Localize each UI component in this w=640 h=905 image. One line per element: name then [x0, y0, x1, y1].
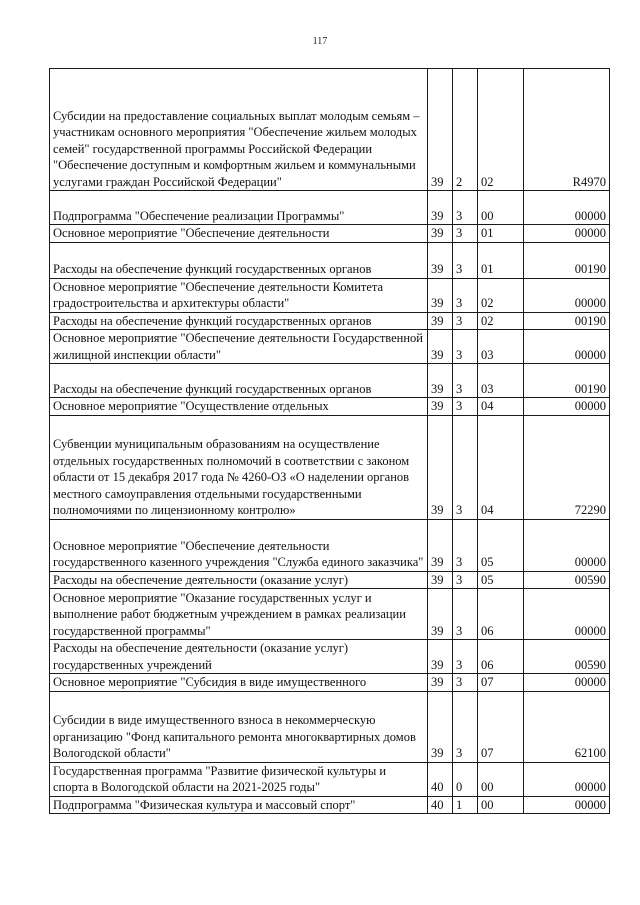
code-a: 39	[428, 330, 453, 364]
code-a: 39	[428, 640, 453, 674]
target-code: 00000	[524, 225, 610, 243]
target-code: 72290	[524, 415, 610, 519]
code-a: 39	[428, 674, 453, 692]
target-code: 00590	[524, 640, 610, 674]
code-c: 00	[478, 796, 524, 814]
row-name: Субсидии в виде имущественного взноса в некоммерческую организацию "Фонд капитального ремонта многоквартирных домов Вологодской области"	[50, 691, 428, 762]
code-a: 39	[428, 589, 453, 640]
table-row	[50, 640, 610, 674]
code-c: 02	[478, 312, 524, 330]
code-b: 3	[453, 225, 478, 243]
code-a: 39	[428, 691, 453, 762]
code-c: 07	[478, 691, 524, 762]
target-code: 00000	[524, 796, 610, 814]
code-a: 39	[428, 312, 453, 330]
code-c: 06	[478, 640, 524, 674]
code-a: 39	[428, 69, 453, 191]
table-row	[50, 796, 610, 814]
table-row	[50, 691, 610, 762]
table-row	[50, 364, 610, 398]
target-code: 00000	[524, 330, 610, 364]
budget-table	[49, 68, 610, 814]
code-a: 39	[428, 191, 453, 225]
target-code: 00190	[524, 312, 610, 330]
target-code: 00000	[524, 191, 610, 225]
code-a: 40	[428, 762, 453, 796]
target-code: 62100	[524, 691, 610, 762]
code-c: 03	[478, 364, 524, 398]
row-name: Основное мероприятие "Обеспечение деятельности	[50, 225, 428, 243]
code-a: 39	[428, 519, 453, 571]
row-name: Расходы на обеспечение функций государственных органов	[50, 242, 428, 278]
code-c: 03	[478, 330, 524, 364]
code-b: 3	[453, 415, 478, 519]
code-b: 3	[453, 364, 478, 398]
code-b: 3	[453, 312, 478, 330]
code-b: 0	[453, 762, 478, 796]
row-name: Основное мероприятие "Обеспечение деятельности государственного казенного учреждения "Служба единого заказчика"	[50, 519, 428, 571]
table-row	[50, 191, 610, 225]
code-a: 39	[428, 364, 453, 398]
table-row	[50, 589, 610, 640]
code-b: 3	[453, 691, 478, 762]
table-row	[50, 674, 610, 692]
code-a: 39	[428, 398, 453, 416]
table-row	[50, 225, 610, 243]
code-b: 3	[453, 674, 478, 692]
row-name: Основное мероприятие "Оказание государственных услуг и выполнение работ бюджетным учреждением в рамках реализации государственной программы"	[50, 589, 428, 640]
code-b: 3	[453, 398, 478, 416]
code-c: 05	[478, 519, 524, 571]
code-c: 02	[478, 278, 524, 312]
target-code: 00000	[524, 762, 610, 796]
row-name: Основное мероприятие "Субсидия в виде имущественного	[50, 674, 428, 692]
code-c: 00	[478, 191, 524, 225]
row-name: Основное мероприятие "Осуществление отдельных	[50, 398, 428, 416]
table-row	[50, 398, 610, 416]
table-row	[50, 242, 610, 278]
table-row	[50, 330, 610, 364]
target-code: 00190	[524, 242, 610, 278]
target-code: 00000	[524, 674, 610, 692]
code-b: 3	[453, 519, 478, 571]
row-name: Субсидии на предоставление социальных выплат молодым семьям – участникам основного мероприятия "Обеспечение жильем молодых семей" государственной программы Российской Федерации "Обеспечение доступным и комфортным жильем и коммунальными услугами граждан Российской Федерации"	[50, 69, 428, 191]
code-c: 05	[478, 571, 524, 589]
code-c: 07	[478, 674, 524, 692]
row-name: Подпрограмма "Обеспечение реализации Программы"	[50, 191, 428, 225]
code-b: 2	[453, 69, 478, 191]
row-name: Расходы на обеспечение функций государственных органов	[50, 312, 428, 330]
row-name: Расходы на обеспечение деятельности (оказание услуг)	[50, 571, 428, 589]
table-row	[50, 762, 610, 796]
row-name: Подпрограмма "Физическая культура и массовый спорт"	[50, 796, 428, 814]
table-row	[50, 278, 610, 312]
table-row	[50, 69, 610, 191]
target-code: 00000	[524, 278, 610, 312]
row-name: Субвенции муниципальным образованиям на осуществление отдельных государственных полномочий в соответствии с законом области от 15 декабря 2017 года № 4260-ОЗ «О наделении органов местного самоуправления отдельными государственными полномочиями по лицензионному контролю»	[50, 415, 428, 519]
code-c: 04	[478, 398, 524, 416]
row-name: Основное мероприятие "Обеспечение деятельности Государственной жилищной инспекции области"	[50, 330, 428, 364]
target-code: 00190	[524, 364, 610, 398]
code-c: 04	[478, 415, 524, 519]
row-name: Расходы на обеспечение деятельности (оказание услуг) государственных учреждений	[50, 640, 428, 674]
target-code: R4970	[524, 69, 610, 191]
target-code: 00000	[524, 519, 610, 571]
code-b: 1	[453, 796, 478, 814]
code-b: 3	[453, 571, 478, 589]
target-code: 00590	[524, 571, 610, 589]
table-row	[50, 312, 610, 330]
code-a: 39	[428, 242, 453, 278]
target-code: 00000	[524, 398, 610, 416]
code-b: 3	[453, 278, 478, 312]
code-c: 02	[478, 69, 524, 191]
table-row	[50, 519, 610, 571]
table-row	[50, 415, 610, 519]
page-number: 117	[312, 36, 328, 47]
row-name: Расходы на обеспечение функций государственных органов	[50, 364, 428, 398]
code-b: 3	[453, 242, 478, 278]
code-b: 3	[453, 191, 478, 225]
code-c: 01	[478, 225, 524, 243]
code-c: 06	[478, 589, 524, 640]
code-a: 40	[428, 796, 453, 814]
table-row	[50, 571, 610, 589]
target-code: 00000	[524, 589, 610, 640]
row-name: Основное мероприятие "Обеспечение деятельности Комитета градостроительства и архитектуры области"	[50, 278, 428, 312]
code-c: 01	[478, 242, 524, 278]
code-c: 00	[478, 762, 524, 796]
code-a: 39	[428, 571, 453, 589]
code-a: 39	[428, 278, 453, 312]
code-a: 39	[428, 225, 453, 243]
code-b: 3	[453, 330, 478, 364]
row-name: Государственная программа "Развитие физической культуры и спорта в Вологодской области на 2021-2025 годы"	[50, 762, 428, 796]
code-b: 3	[453, 640, 478, 674]
code-b: 3	[453, 589, 478, 640]
code-a: 39	[428, 415, 453, 519]
